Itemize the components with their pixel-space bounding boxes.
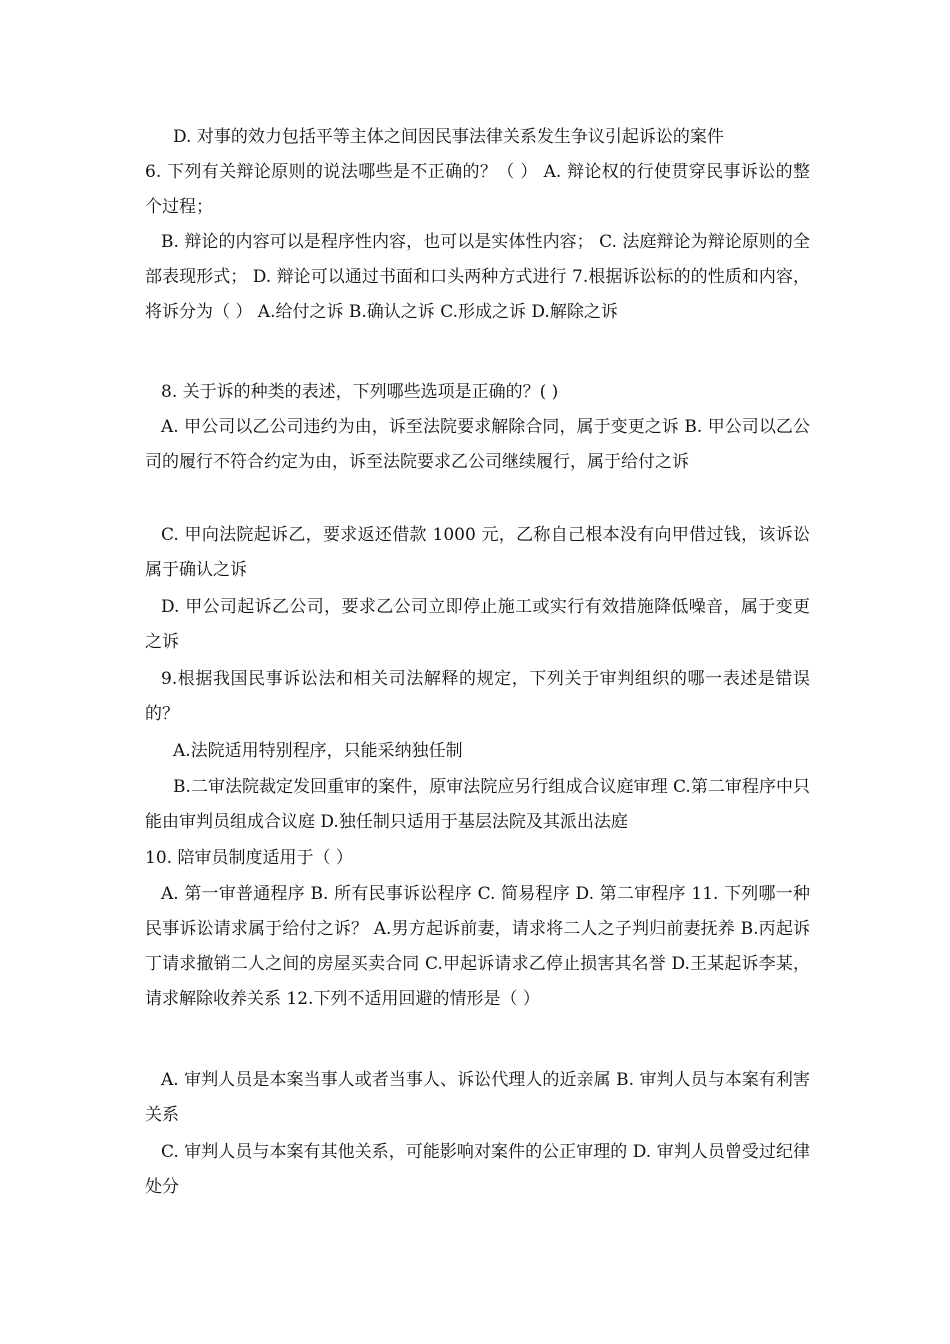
paragraph-q10: 10. 陪审员制度适用于（ ） xyxy=(145,848,353,868)
paragraph-q8-c: C. 甲向法院起诉乙，要求返还借款 1000 元，乙称自己根本没有向甲借过钱，该诉讼属于确认之诉 xyxy=(145,525,810,580)
paragraph-q12-cd: C. 审判人员与本案有其他关系，可能影响对案件的公正审理的 D. 审判人员曾受过纪律处分 xyxy=(145,1142,810,1197)
paragraph-q8-d: D. 甲公司起诉乙公司，要求乙公司立即停止施工或实行有效措施降低噪音，属于变更之诉 xyxy=(145,597,810,652)
paragraph-q9-bcd: B.二审法院裁定发回重审的案件，原审法院应另行组成合议庭审理 C.第二审程序中只能由审判员组成合议庭 D.独任制只适用于基层法院及其派出法庭 xyxy=(145,777,810,832)
paragraph-5d: D. 对事的效力包括平等主体之间因民事法律关系发生争议引起诉讼的案件 xyxy=(173,127,724,147)
paragraph-q12-ab: A. 审判人员是本案当事人或者当事人、诉讼代理人的近亲属 B. 审判人员与本案有利害关系 xyxy=(145,1070,810,1125)
paragraph-q8-ab: A. 甲公司以乙公司违约为由，诉至法院要求解除合同，属于变更之诉 B. 甲公司以乙公司的履行不符合约定为由，诉至法院要求乙公司继续履行，属于给付之诉 xyxy=(145,417,810,472)
paragraph-q9-a: A.法院适用特别程序，只能采纳独任制 xyxy=(173,741,463,761)
paragraph-q9: 9.根据我国民事诉讼法和相关司法解释的规定，下列关于审判组织的哪一表述是错误的？ xyxy=(145,669,810,724)
paragraph-q6-options-q7: B. 辩论的内容可以是程序性内容，也可以是实体性内容； C. 法庭辩论为辩论原则的全部表现形式； D. 辩论可以通过书面和口头两种方式进行 7.根据诉讼标的的性质和内容，将诉分为（ ） A.给付之诉 B.确认之诉 C.形成之诉 D.解除之诉 xyxy=(145,232,810,322)
paragraph-q10-options-q11-q12: A. 第一审普通程序 B. 所有民事诉讼程序 C. 简易程序 D. 第二审程序 11. 下列哪一种民事诉讼请求属于给付之诉？ A.男方起诉前妻，请求将二人之子判归前妻抚养 B.丙起诉丁请求撤销二人之间的房屋买卖合同 C.甲起诉请求乙停止损害其名誉 D.王某起诉李某，请求解除收养关系 12.下列不适用回避的情形是（ ） xyxy=(145,884,810,1009)
paragraph-q6: 6. 下列有关辩论原则的说法哪些是不正确的？（ ） A. 辩论权的行使贯穿民事诉讼的整个过程； xyxy=(145,162,810,217)
paragraph-q8: 8. 关于诉的种类的表述，下列哪些选项是正确的？( ) xyxy=(161,382,559,402)
